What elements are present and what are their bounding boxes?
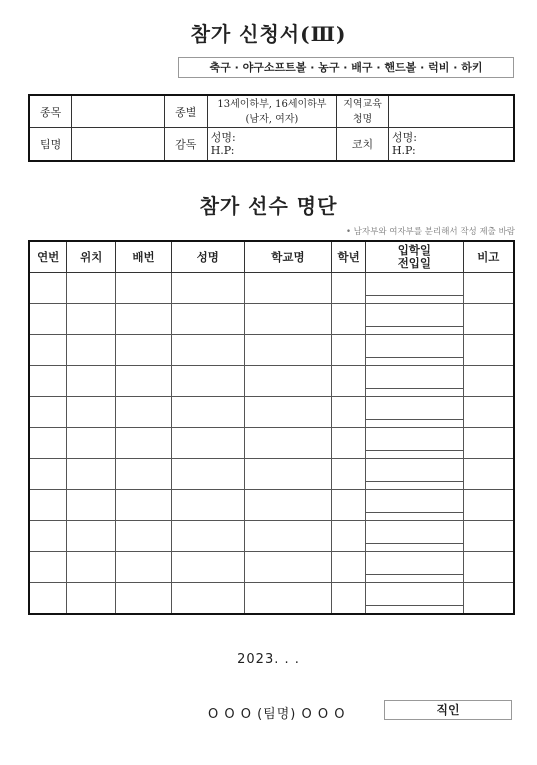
table-row xyxy=(29,521,514,552)
table-row xyxy=(29,459,514,490)
coach-name-label: 성명: xyxy=(391,131,417,144)
admission-date-slot[interactable] xyxy=(366,591,463,606)
header-name: 성명 xyxy=(171,241,244,273)
entry-date-cell[interactable] xyxy=(366,459,464,490)
seq-cell[interactable] xyxy=(29,428,67,459)
name-cell[interactable] xyxy=(171,459,244,490)
school-cell[interactable] xyxy=(244,428,332,459)
seq-cell[interactable] xyxy=(29,552,67,583)
entry-date-cell[interactable] xyxy=(366,273,464,304)
category-line-1: 13세이하부, 16세이하부 xyxy=(217,98,327,110)
seq-cell[interactable] xyxy=(29,521,67,552)
header-seq: 연번 xyxy=(29,241,67,273)
roster-title: 참가 선수 명단 xyxy=(199,194,338,218)
table-row xyxy=(29,428,514,459)
seq-cell[interactable] xyxy=(29,583,67,615)
seq-cell[interactable] xyxy=(29,490,67,521)
position-cell[interactable] xyxy=(67,552,116,583)
grade-cell[interactable] xyxy=(332,397,366,428)
seq-cell[interactable] xyxy=(29,335,67,366)
grade-cell[interactable] xyxy=(332,490,366,521)
coach-field[interactable] xyxy=(388,128,514,162)
event-label: 종목 xyxy=(29,95,72,128)
name-cell[interactable] xyxy=(171,273,244,304)
remarks-cell[interactable] xyxy=(463,490,514,521)
school-cell[interactable] xyxy=(244,459,332,490)
region-field[interactable] xyxy=(388,95,514,128)
school-cell[interactable] xyxy=(244,521,332,552)
position-cell[interactable] xyxy=(67,428,116,459)
school-cell[interactable] xyxy=(244,304,332,335)
position-cell[interactable] xyxy=(67,273,116,304)
remarks-cell[interactable] xyxy=(463,273,514,304)
header-transfer: 전입일 xyxy=(397,256,432,270)
remarks-cell[interactable] xyxy=(463,459,514,490)
seq-cell[interactable] xyxy=(29,366,67,397)
region-label xyxy=(337,95,389,128)
position-cell[interactable] xyxy=(67,397,116,428)
position-cell[interactable] xyxy=(67,459,116,490)
table-row xyxy=(29,273,514,304)
school-cell[interactable] xyxy=(244,490,332,521)
table-row xyxy=(29,335,514,366)
table-row xyxy=(29,397,514,428)
remarks-cell[interactable] xyxy=(463,583,514,615)
position-cell[interactable] xyxy=(67,304,116,335)
school-cell[interactable] xyxy=(244,335,332,366)
header-admission: 입학일 xyxy=(397,243,432,257)
remarks-cell[interactable] xyxy=(463,366,514,397)
header-school: 학교명 xyxy=(244,241,332,273)
grade-cell[interactable] xyxy=(332,335,366,366)
signature-line: O O O (팀명) O O O xyxy=(208,707,346,722)
table-row xyxy=(29,490,514,521)
school-cell[interactable] xyxy=(244,397,332,428)
school-cell[interactable] xyxy=(244,583,332,615)
entry-date-cell[interactable] xyxy=(366,521,464,552)
category-options xyxy=(207,95,336,128)
admission-date-slot[interactable] xyxy=(366,498,463,513)
number-cell[interactable] xyxy=(116,552,172,583)
coach-hp-label: H.P: xyxy=(391,144,416,157)
remarks-cell[interactable] xyxy=(463,397,514,428)
header-entry-dates xyxy=(366,241,464,273)
region-label-line-1: 지역교육 xyxy=(343,98,382,110)
category-line-2: (남자, 여자) xyxy=(245,113,299,125)
school-cell[interactable] xyxy=(244,552,332,583)
seq-cell[interactable] xyxy=(29,397,67,428)
table-row xyxy=(29,304,514,335)
header-grade: 학년 xyxy=(332,241,366,273)
number-cell[interactable] xyxy=(116,335,172,366)
director-label: 감독 xyxy=(164,128,207,162)
admission-date-slot[interactable] xyxy=(366,436,463,451)
official-seal: 직인 xyxy=(384,700,512,720)
seq-cell[interactable] xyxy=(29,459,67,490)
grade-cell[interactable] xyxy=(332,273,366,304)
entry-date-cell[interactable] xyxy=(366,366,464,397)
header-number: 배번 xyxy=(116,241,172,273)
number-cell[interactable] xyxy=(116,304,172,335)
entry-date-cell[interactable] xyxy=(366,335,464,366)
entry-date-cell[interactable] xyxy=(366,552,464,583)
name-cell[interactable] xyxy=(171,428,244,459)
seq-cell[interactable] xyxy=(29,304,67,335)
team-field[interactable] xyxy=(72,128,165,162)
position-cell[interactable] xyxy=(67,521,116,552)
name-cell[interactable] xyxy=(171,552,244,583)
grade-cell[interactable] xyxy=(332,583,366,615)
remarks-cell[interactable] xyxy=(463,428,514,459)
entry-date-cell[interactable] xyxy=(366,397,464,428)
name-cell[interactable] xyxy=(171,397,244,428)
grade-cell[interactable] xyxy=(332,521,366,552)
admission-date-slot[interactable] xyxy=(366,529,463,544)
name-cell[interactable] xyxy=(171,490,244,521)
name-cell[interactable] xyxy=(171,366,244,397)
name-cell[interactable] xyxy=(171,304,244,335)
page-title: 참가 신청서(Ⅲ) xyxy=(190,22,347,46)
name-cell[interactable] xyxy=(171,521,244,552)
remarks-cell[interactable] xyxy=(463,335,514,366)
number-cell[interactable] xyxy=(116,583,172,615)
number-cell[interactable] xyxy=(116,490,172,521)
category-label: 종별 xyxy=(164,95,207,128)
grade-cell[interactable] xyxy=(332,459,366,490)
team-label: 팀명 xyxy=(29,128,72,162)
director-name-label: 성명: xyxy=(210,131,236,144)
roster-note: • 남자부와 여자부를 분리해서 작성 제출 바람 xyxy=(345,227,515,237)
director-hp-label: H.P: xyxy=(210,144,235,157)
entry-date-cell[interactable] xyxy=(366,428,464,459)
number-cell[interactable] xyxy=(116,366,172,397)
admission-date-slot[interactable] xyxy=(366,343,463,358)
grade-cell[interactable] xyxy=(332,428,366,459)
remarks-cell[interactable] xyxy=(463,304,514,335)
admission-date-slot[interactable] xyxy=(366,560,463,575)
number-cell[interactable] xyxy=(116,428,172,459)
remarks-cell[interactable] xyxy=(463,521,514,552)
school-cell[interactable] xyxy=(244,273,332,304)
grade-cell[interactable] xyxy=(332,552,366,583)
name-cell[interactable] xyxy=(171,335,244,366)
entry-date-cell[interactable] xyxy=(366,583,464,615)
grade-cell[interactable] xyxy=(332,304,366,335)
coach-label: 코치 xyxy=(337,128,389,162)
table-row xyxy=(29,583,514,615)
position-cell[interactable] xyxy=(67,335,116,366)
team-info-table xyxy=(28,94,515,162)
position-cell[interactable] xyxy=(67,490,116,521)
grade-cell[interactable] xyxy=(332,366,366,397)
admission-date-slot[interactable] xyxy=(366,405,463,420)
number-cell[interactable] xyxy=(116,273,172,304)
entry-date-cell[interactable] xyxy=(366,490,464,521)
admission-date-slot[interactable] xyxy=(366,374,463,389)
admission-date-slot[interactable] xyxy=(366,312,463,327)
sports-list: 축구 · 야구소프트볼 · 농구 · 배구 · 핸드볼 · 럭비 · 하키 xyxy=(178,57,514,78)
entry-date-cell[interactable] xyxy=(366,304,464,335)
roster-table xyxy=(28,240,515,615)
name-cell[interactable] xyxy=(171,583,244,615)
roster-body xyxy=(29,273,514,615)
table-row xyxy=(29,552,514,583)
table-row xyxy=(29,366,514,397)
seq-cell[interactable] xyxy=(29,273,67,304)
number-cell[interactable] xyxy=(116,521,172,552)
region-label-line-2: 청명 xyxy=(352,113,373,125)
school-cell[interactable] xyxy=(244,366,332,397)
director-field[interactable] xyxy=(207,128,336,162)
number-cell[interactable] xyxy=(116,397,172,428)
admission-date-slot[interactable] xyxy=(366,281,463,296)
header-position: 위치 xyxy=(67,241,116,273)
submission-date: 2023. . . xyxy=(237,652,300,667)
admission-date-slot[interactable] xyxy=(366,467,463,482)
remarks-cell[interactable] xyxy=(463,552,514,583)
event-field[interactable] xyxy=(72,95,165,128)
position-cell[interactable] xyxy=(67,366,116,397)
number-cell[interactable] xyxy=(116,459,172,490)
position-cell[interactable] xyxy=(67,583,116,615)
header-remarks: 비고 xyxy=(463,241,514,273)
